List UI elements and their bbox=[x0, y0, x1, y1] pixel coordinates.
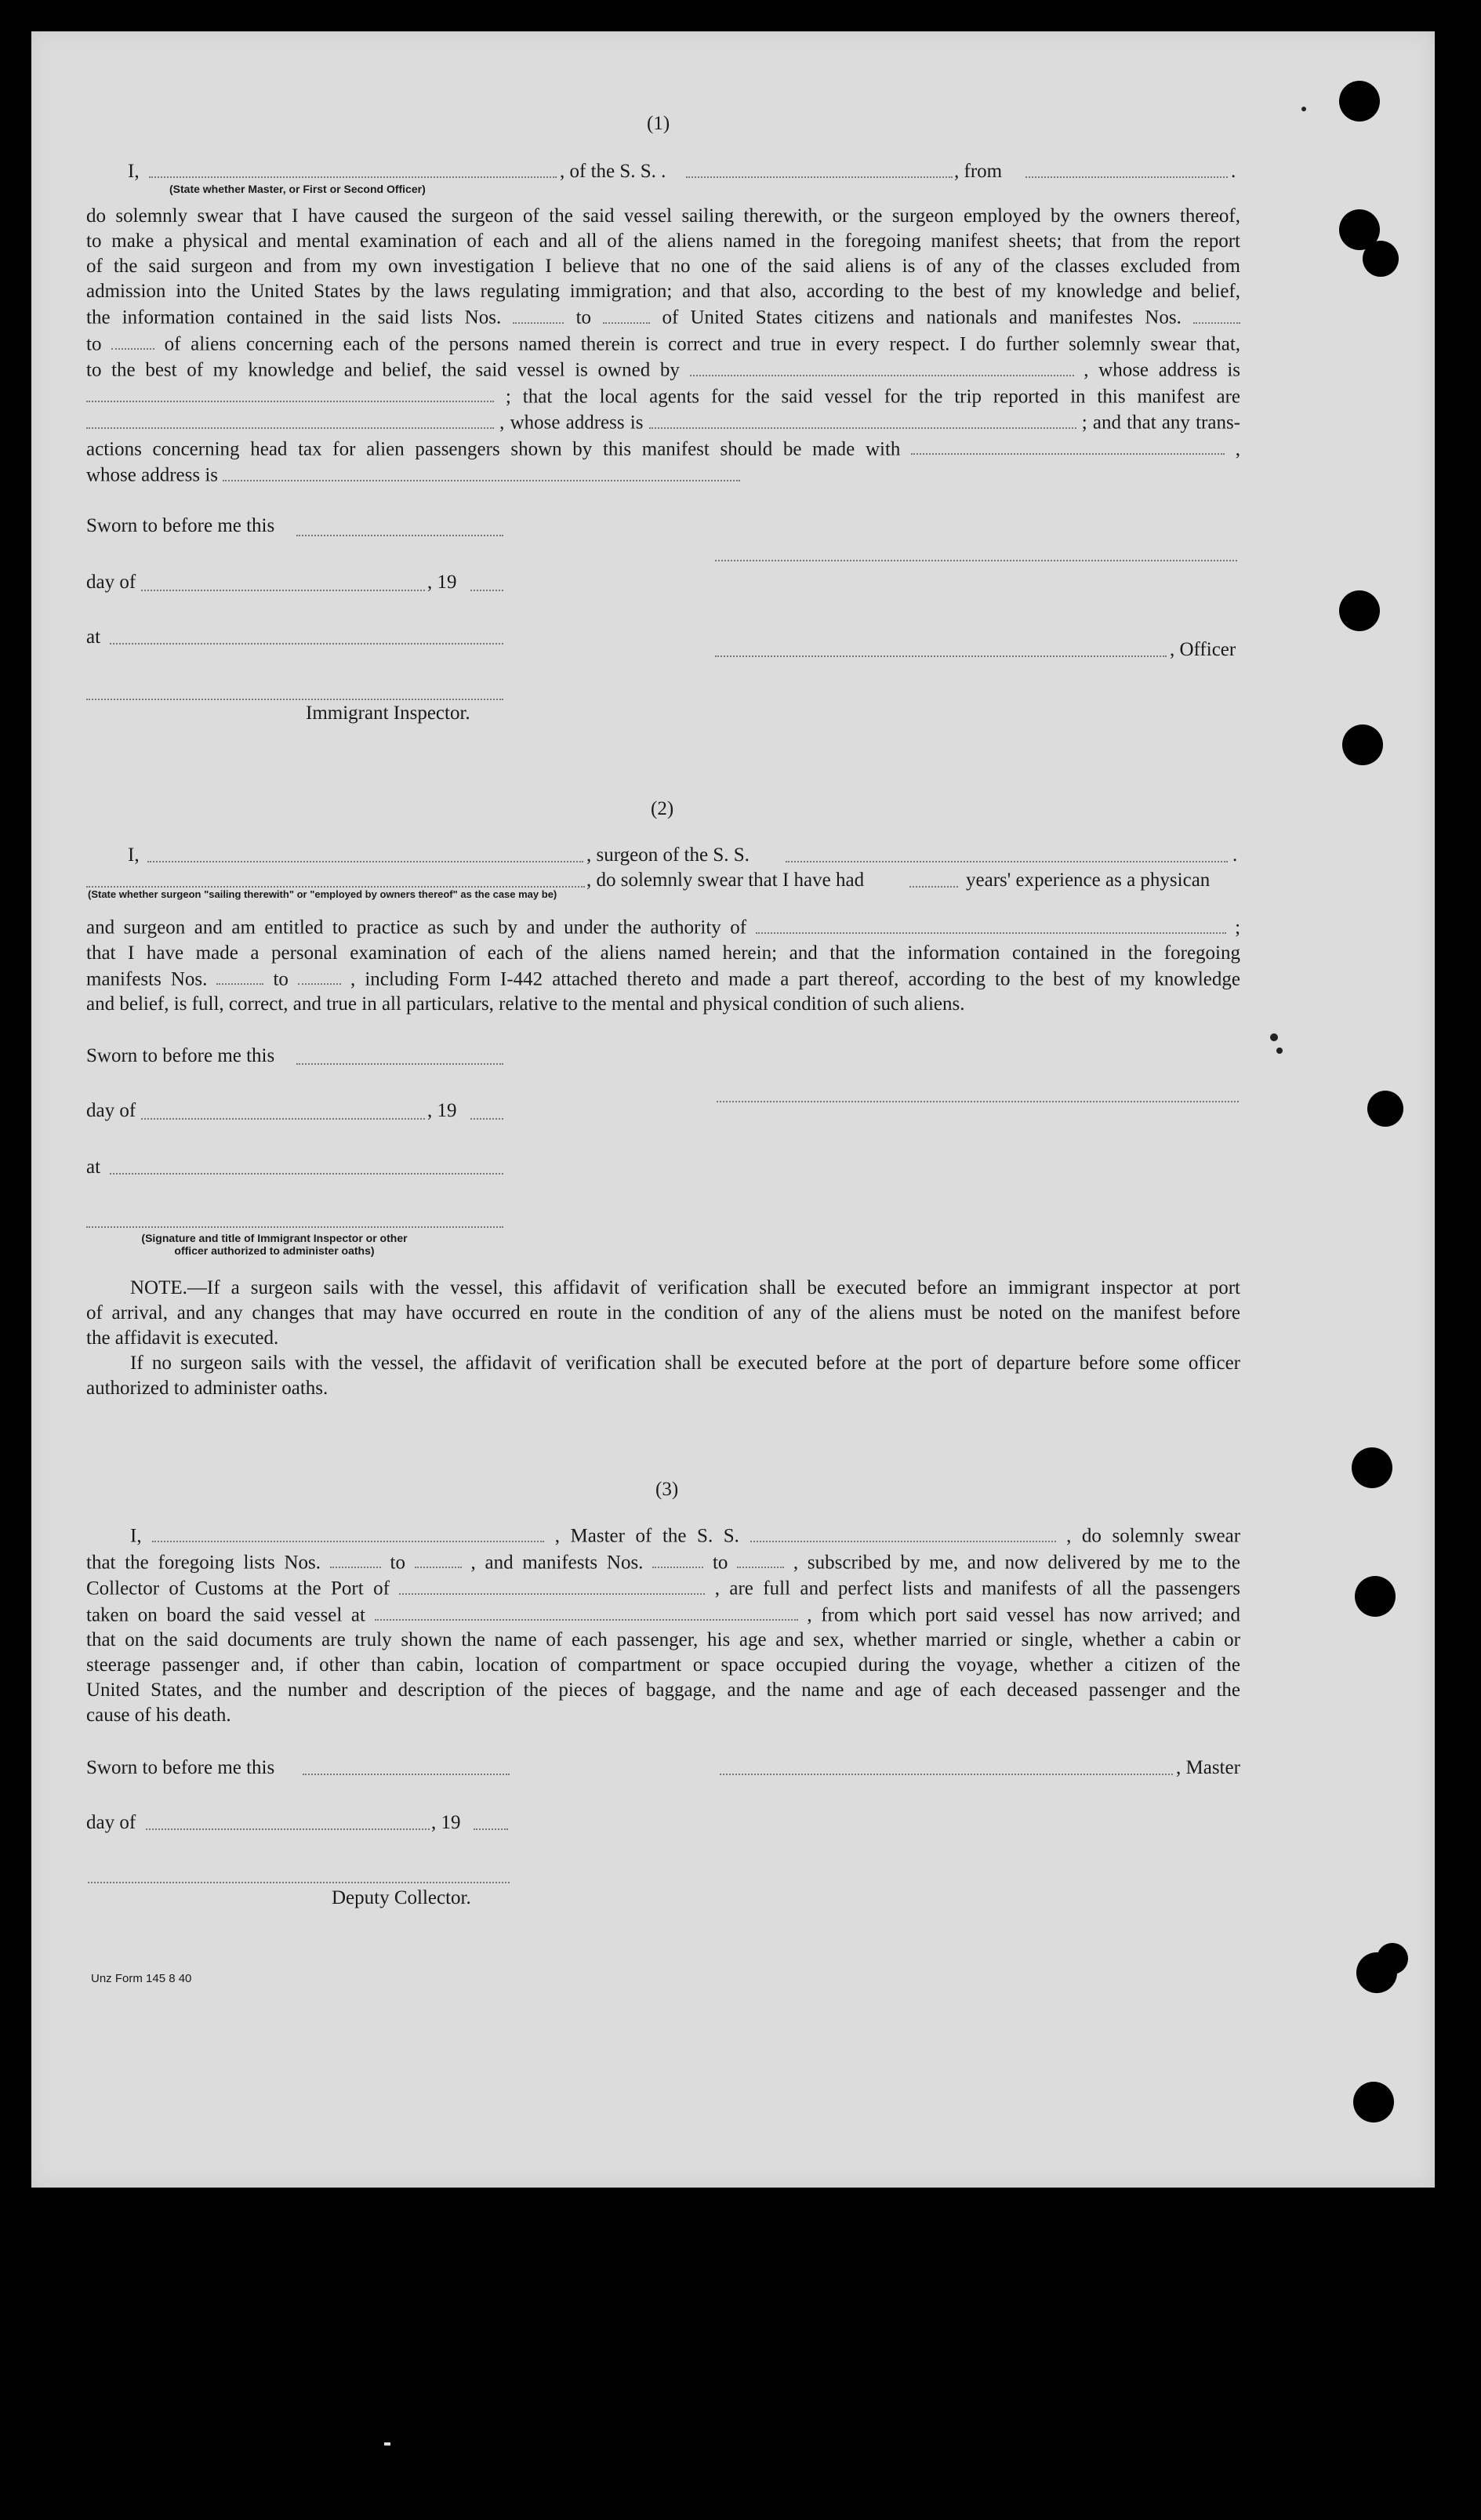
sworn-label: Sworn to before me this bbox=[86, 1045, 275, 1066]
manifests-from-field[interactable] bbox=[652, 1549, 703, 1569]
year-field[interactable] bbox=[470, 1118, 503, 1120]
text: , Master of the S. S. bbox=[554, 1525, 739, 1547]
owner-address-field[interactable] bbox=[86, 383, 494, 403]
physician-label: years' experience as a physican bbox=[966, 870, 1211, 891]
punch-hole bbox=[1355, 1576, 1396, 1617]
speck bbox=[1301, 107, 1306, 111]
inspector-signature-line[interactable] bbox=[86, 699, 503, 700]
section-2-paragraph bbox=[86, 914, 1240, 1017]
punch-hole bbox=[1339, 590, 1380, 631]
text: , bbox=[1235, 438, 1240, 459]
agents-field[interactable] bbox=[86, 409, 494, 429]
vessel-name-field[interactable] bbox=[750, 1523, 1056, 1542]
day-of-label: day of bbox=[86, 1812, 136, 1833]
paragraph-line bbox=[86, 462, 1240, 488]
text: to bbox=[273, 968, 289, 989]
text: to bbox=[712, 1552, 728, 1573]
text: , whose address is bbox=[499, 412, 644, 434]
section-3-paragraph bbox=[86, 1523, 1240, 1728]
at-place-field[interactable] bbox=[110, 1173, 503, 1175]
sworn-date-field[interactable] bbox=[296, 535, 503, 536]
paragraph-line bbox=[86, 1602, 1240, 1629]
surgeon-of-ss-label: , surgeon of the S. S. bbox=[586, 844, 750, 866]
line-end-period: . bbox=[1231, 161, 1236, 182]
text: the information contained in the said lists Nos. bbox=[86, 307, 502, 329]
paragraph-line bbox=[86, 331, 1240, 358]
note-line: the affidavit is executed. bbox=[86, 1327, 279, 1349]
paragraph-line bbox=[86, 1549, 1240, 1576]
speck bbox=[384, 2442, 390, 2446]
owner-field[interactable] bbox=[690, 357, 1074, 376]
note-line: NOTE.—If a surgeon sails with the vessel, this affidavit of verification shall be executed before an immigrant inspector at port bbox=[130, 1277, 1240, 1298]
vessel-name-field[interactable] bbox=[686, 176, 953, 178]
text: to bbox=[390, 1552, 405, 1573]
paragraph-line bbox=[86, 914, 1240, 941]
surgeon-name-field[interactable] bbox=[147, 861, 583, 862]
paragraph-line: do solemnly swear that I have caused the surgeon of the said vessel sailing therewith, or the surgeon employed by the owners thereof, bbox=[86, 205, 1240, 227]
master-name-field[interactable] bbox=[149, 176, 557, 178]
form-number: Unz Form 145 8 40 bbox=[91, 1972, 192, 1985]
paragraph-line: admission into the United States by the laws regulating immigration; and that also, according to the best of my knowledge and belief, bbox=[86, 281, 1240, 302]
inspector-label: Immigrant Inspector. bbox=[306, 703, 470, 724]
at-label: at bbox=[86, 626, 101, 648]
text: ; and that any trans- bbox=[1081, 412, 1241, 434]
master-label: , Master bbox=[1176, 1757, 1240, 1778]
from-port-field[interactable] bbox=[1025, 176, 1228, 178]
punch-hole bbox=[1377, 1943, 1408, 1974]
text: ; bbox=[1235, 917, 1241, 939]
text: , are full and perfect lists and manifests of all the passengers bbox=[714, 1578, 1241, 1600]
port-field[interactable] bbox=[399, 1575, 705, 1595]
paragraph-line: and belief, is full, correct, and true in all particulars, relative to the mental and physical condition of such aliens. bbox=[86, 993, 965, 1015]
head-tax-address-field[interactable] bbox=[223, 462, 740, 481]
text: , do solemnly swear bbox=[1066, 1525, 1241, 1547]
text: , and manifests Nos. bbox=[470, 1552, 644, 1573]
lists-to-field[interactable] bbox=[415, 1549, 462, 1569]
note-line: authorized to administer oaths. bbox=[86, 1378, 329, 1399]
lists-from-field[interactable] bbox=[513, 304, 564, 324]
punch-hole bbox=[1353, 2082, 1394, 2122]
text: , whose address is bbox=[1084, 359, 1241, 381]
line-end-period: . bbox=[1232, 844, 1238, 866]
text: Collector of Customs at the Port of bbox=[86, 1578, 390, 1600]
manifests-to-field[interactable] bbox=[298, 966, 341, 986]
speck bbox=[1276, 1048, 1283, 1054]
text: and surgeon and am entitled to practice as such by and under the authority of bbox=[86, 917, 747, 939]
at-place-field[interactable] bbox=[110, 643, 503, 645]
year-label: , 19 bbox=[431, 1812, 461, 1833]
officer-caption: (State whether Master, or First or Second Officer) bbox=[169, 183, 426, 195]
day-of-label: day of bbox=[86, 572, 136, 593]
manifests-from-field[interactable] bbox=[216, 966, 263, 986]
signature-caption-line: officer authorized to administer oaths) bbox=[174, 1244, 375, 1257]
text: of aliens concerning each of the persons named therein is correct and true in every respect. I do further solemnly swear that, bbox=[164, 333, 1241, 354]
head-tax-contact-field[interactable] bbox=[911, 436, 1225, 456]
paragraph-line: to make a physical and mental examination of each and all of the aliens named in the foregoing manifest sheets; that from the report bbox=[86, 231, 1240, 252]
authority-field[interactable] bbox=[756, 914, 1226, 934]
from-label: , from bbox=[954, 161, 1003, 182]
section-1-paragraph bbox=[86, 204, 1240, 488]
punch-hole bbox=[1339, 81, 1380, 122]
paragraph-line bbox=[86, 966, 1240, 993]
paragraph-line bbox=[86, 357, 1240, 383]
day-of-field[interactable] bbox=[141, 590, 425, 591]
officer-label: , Officer bbox=[1170, 639, 1236, 660]
text: manifests Nos. bbox=[86, 968, 208, 989]
paragraph-line bbox=[86, 1575, 1240, 1602]
year-field[interactable] bbox=[474, 1828, 508, 1830]
text: that the foregoing lists Nos. bbox=[86, 1552, 321, 1573]
paragraph-line: cause of his death. bbox=[86, 1705, 231, 1726]
paragraph-line bbox=[86, 409, 1240, 436]
years-experience-field[interactable] bbox=[909, 886, 958, 888]
day-of-field[interactable] bbox=[141, 1118, 425, 1120]
section-2-i-label: I, bbox=[128, 844, 140, 866]
section-3-number: (3) bbox=[655, 1479, 679, 1500]
day-of-label: day of bbox=[86, 1100, 136, 1121]
surgeon-caption: (State whether surgeon "sailing therewith" or "employed by owners thereof" as the case may be) bbox=[88, 888, 557, 900]
year-field[interactable] bbox=[470, 590, 503, 591]
paragraph-line: that I have made a personal examination of each of the aliens named herein; and that the information contained in the foregoing bbox=[86, 942, 1240, 964]
master-signature-field[interactable] bbox=[720, 1774, 1173, 1775]
text: whose address is bbox=[86, 464, 219, 486]
sworn-label: Sworn to before me this bbox=[86, 515, 275, 536]
at-label: at bbox=[86, 1157, 101, 1178]
of-ss-label: , of the S. S. . bbox=[560, 161, 666, 182]
paragraph-line bbox=[86, 383, 1240, 410]
text: of United States citizens and nationals and manifestes Nos. bbox=[662, 307, 1182, 329]
punch-hole bbox=[1352, 1447, 1392, 1488]
embark-port-field[interactable] bbox=[375, 1602, 798, 1621]
paragraph-line: of the said surgeon and from my own investigation I believe that no one of the said aliens is of any of the classes excluded from bbox=[86, 256, 1240, 277]
section-1-number: (1) bbox=[647, 113, 670, 134]
punch-hole bbox=[1342, 724, 1383, 765]
paragraph-line bbox=[86, 436, 1240, 463]
signature-caption bbox=[86, 1232, 463, 1257]
note-line: of arrival, and any changes that may have occurred en route in the condition of any of the aliens must be noted on the manifest before bbox=[86, 1302, 1240, 1324]
year-label: , 19 bbox=[427, 1100, 457, 1121]
sworn-date-field[interactable] bbox=[303, 1774, 510, 1775]
collector-signature-line[interactable] bbox=[88, 1882, 510, 1883]
speck bbox=[1270, 1033, 1278, 1041]
paragraph-line: that on the said documents are truly shown the name of each passenger, his age and sex, whether married or single, whether a cabin or bbox=[86, 1629, 1240, 1650]
manifests-to-field[interactable] bbox=[111, 331, 154, 350]
signature-line[interactable] bbox=[715, 560, 1237, 561]
paragraph-line bbox=[86, 304, 1240, 331]
text: to bbox=[86, 333, 102, 354]
agents-address-field[interactable] bbox=[649, 409, 1076, 429]
paragraph-line: United States, and the number and description of the pieces of baggage, and the name and age of each deceased passenger and the bbox=[86, 1679, 1240, 1701]
year-label: , 19 bbox=[427, 572, 457, 593]
surgeon-vessel-field[interactable] bbox=[786, 861, 1228, 862]
sworn-label: Sworn to before me this bbox=[86, 1757, 275, 1778]
text: , subscribed by me, and now delivered by me to the bbox=[793, 1552, 1241, 1573]
officer-signature-field[interactable] bbox=[715, 655, 1167, 657]
signature-caption-line: (Signature and title of Immigrant Inspector or other bbox=[141, 1232, 408, 1244]
note-paragraph bbox=[86, 1351, 1240, 1401]
lists-from-field[interactable] bbox=[330, 1549, 381, 1569]
text: to the best of my knowledge and belief, the said vessel is owned by bbox=[86, 359, 680, 381]
years-experience-label: , do solemnly swear that I have had bbox=[586, 870, 865, 891]
paragraph-line: steerage passenger and, if other than cabin, location of compartment or space occupied during the voyage, whether a citizen of the bbox=[86, 1654, 1240, 1676]
text: ; that the local agents for the said vessel for the trip reported in this manifest are bbox=[505, 386, 1240, 407]
punch-hole bbox=[1367, 1091, 1403, 1127]
inspector-signature-line[interactable] bbox=[86, 1226, 503, 1228]
text: , including Form I-442 attached thereto and made a part thereof, according to the best of my knowledge bbox=[350, 968, 1240, 989]
note-paragraph bbox=[86, 1276, 1240, 1351]
lists-to-field[interactable] bbox=[603, 304, 650, 324]
section-1-i-label: I, bbox=[128, 161, 140, 182]
collector-label: Deputy Collector. bbox=[332, 1887, 471, 1908]
manifests-to-field[interactable] bbox=[737, 1549, 784, 1569]
text: , from which port said vessel has now arrived; and bbox=[807, 1604, 1241, 1625]
text: I, bbox=[130, 1525, 142, 1547]
master-name-field[interactable] bbox=[152, 1523, 544, 1542]
paragraph-line bbox=[86, 1523, 1240, 1549]
punch-hole bbox=[1363, 241, 1399, 277]
day-of-field[interactable] bbox=[146, 1828, 430, 1830]
sworn-date-field[interactable] bbox=[296, 1063, 503, 1065]
text: taken on board the said vessel at bbox=[86, 1604, 365, 1625]
text: actions concerning head tax for alien passengers shown by this manifest should be made with bbox=[86, 438, 901, 459]
manifests-from-field[interactable] bbox=[1193, 304, 1240, 324]
note-line: If no surgeon sails with the vessel, the affidavit of verification shall be executed before at the port of departure before some officer bbox=[130, 1353, 1240, 1374]
text: to bbox=[575, 307, 592, 329]
surgeon-type-field[interactable] bbox=[86, 886, 585, 888]
section-2-number: (2) bbox=[651, 798, 674, 819]
signature-line[interactable] bbox=[717, 1101, 1239, 1102]
